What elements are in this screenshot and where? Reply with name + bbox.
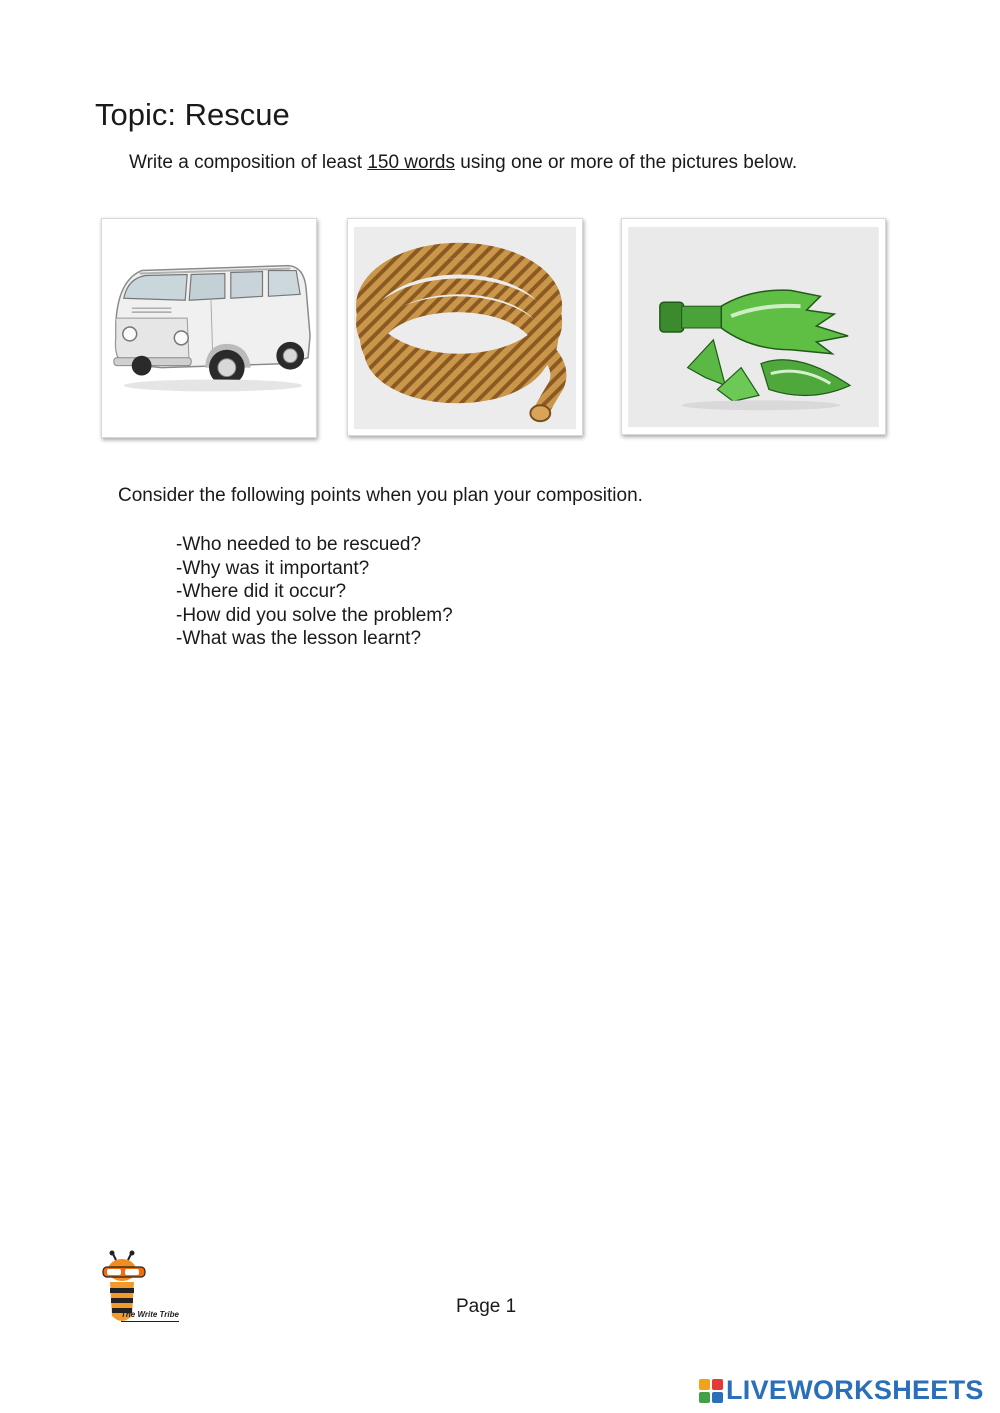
liveworksheets-brand[interactable]: [698, 1375, 984, 1406]
list-item: -What was the lesson learnt?: [176, 628, 422, 649]
page-title: Topic: Rescue: [95, 97, 290, 132]
list-item: -How did you solve the problem?: [176, 604, 453, 626]
broken-bottle-icon: [622, 219, 885, 434]
list-item: -Where did it occur?: [176, 581, 347, 602]
rope-icon: [348, 219, 582, 435]
page-number: Page 1: [456, 1296, 517, 1317]
liveworksheets-badge-icon: [698, 1378, 724, 1404]
instruction-text-start: Write a composition of least: [129, 152, 368, 173]
liveworksheets-wordmark: LIVEWORKSHEETS: [726, 1375, 984, 1405]
list-item: -Why was it important?: [176, 557, 370, 579]
planning-intro: Consider the following points when you plan your composition.: [118, 485, 643, 506]
list-item: -Who needed to be rescued?: [176, 534, 422, 555]
logo-text: The Write Tribe: [121, 1310, 179, 1322]
rope-picture: [347, 218, 583, 436]
van-picture: [101, 218, 317, 438]
word-count-requirement: 150 words: [367, 152, 455, 173]
broken-bottle-picture: [621, 218, 886, 435]
van-icon: [102, 219, 316, 437]
instruction-text: [129, 152, 797, 174]
planning-points-list: [176, 533, 453, 651]
instruction-text-end: using one or more of the pictures below.: [454, 152, 798, 173]
